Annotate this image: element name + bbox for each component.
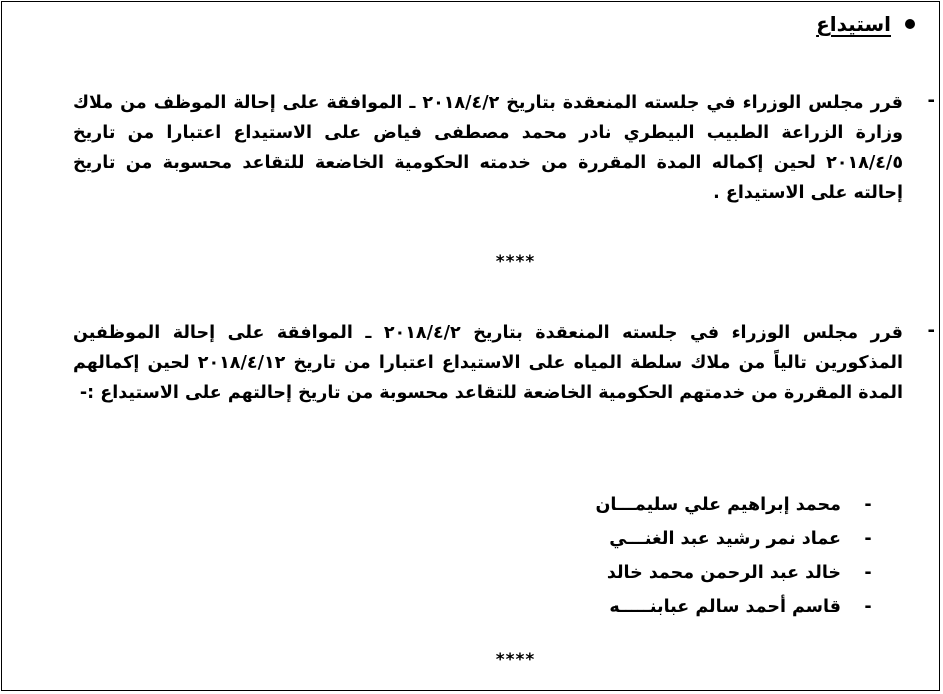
list-item-marker: - (864, 597, 872, 617)
list-item (595, 556, 881, 590)
list-item-marker: - (864, 563, 872, 583)
list-item-marker: - (864, 529, 872, 549)
employee-name: محمد إبراهيم علي سليمـــان (595, 495, 841, 515)
paragraph-marker: - (927, 320, 935, 341)
decision-paragraph-1: قرر مجلس الوزراء في جلسته المنعقدة بتاريخ ٢٠١٨/٤/٢ ـ الموافقة على إحالة الموظف من ملاك وزارة الزراعة الطبيب البيطري نادر محمد مصطفى فياض على الاستيداع اعتبارا من تاريخ ٢٠١٨/٤/٥ لحين إكماله المدة المقررة من خدمته الحكومية الخاضعة للتقاعد محسوبة من تاريخ إحالته على الاستيداع . (73, 93, 903, 203)
separator-2: **** (495, 650, 536, 670)
employee-name: خالد عبد الرحمن محمد خالد (606, 563, 841, 583)
separator-1: **** (495, 252, 536, 272)
list-item (595, 590, 881, 624)
list-item (595, 488, 881, 522)
decision-paragraph-2: قرر مجلس الوزراء في جلسته المنعقدة بتاريخ ٢٠١٨/٤/٢ ـ الموافقة على إحالة الموظفين المذكورين تالياً من ملاك سلطة المياه على الاستيداع اعتبارا من تاريخ ٢٠١٨/٤/١٢ لحين إكمالهم المدة المقررة من خدمتهم الحكومية الخاضعة للتقاعد محسوبة من تاريخ إحالتهم على الاستيداع :- (73, 323, 904, 403)
list-item (595, 522, 881, 556)
list-item-marker: - (864, 495, 872, 515)
employee-name: عماد نمر رشيد عبد الغنـــي (609, 529, 841, 549)
employee-name: قاسم أحمد سالم عبابنـــــه (609, 597, 841, 617)
heading-row (816, 12, 915, 36)
paragraph-marker: - (927, 90, 935, 111)
document-page (1, 1, 940, 691)
employee-name-list (595, 488, 881, 624)
bullet-icon (905, 19, 915, 29)
section-heading: استيداع (816, 12, 891, 36)
